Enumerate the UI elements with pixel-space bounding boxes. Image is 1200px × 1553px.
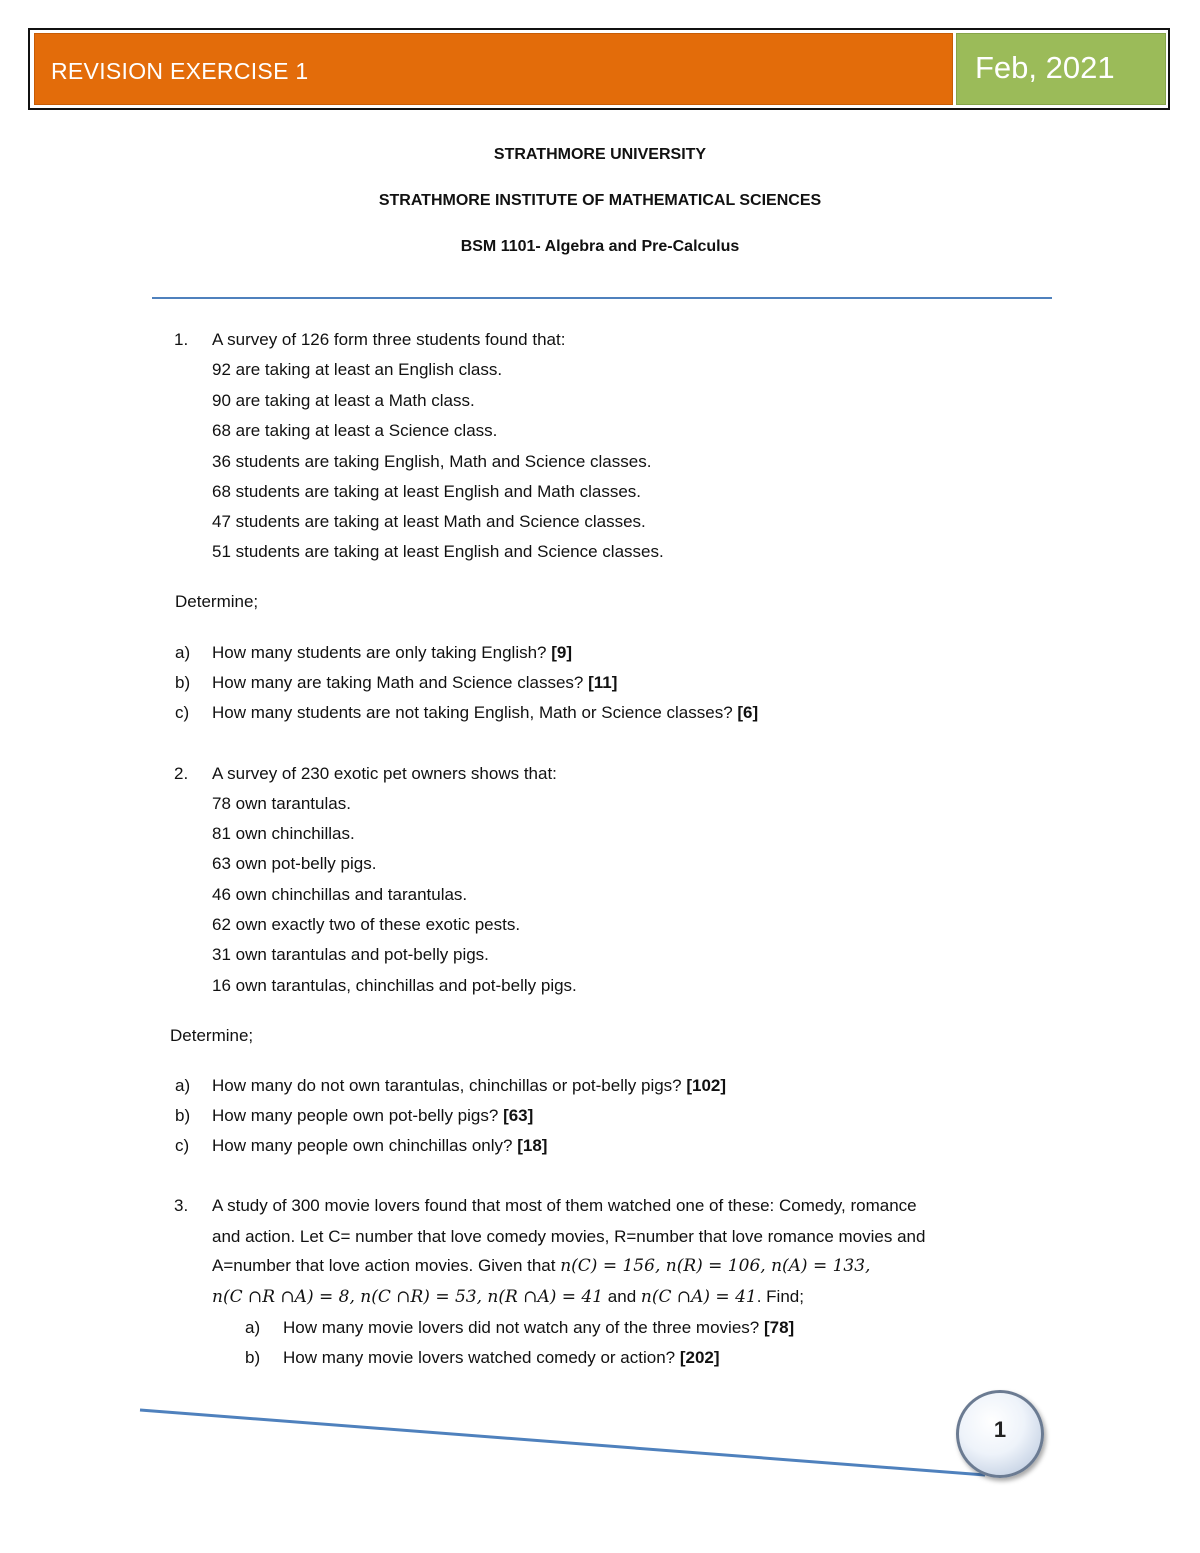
q1-part-c: How many students are not taking English, Math or Science classes? [6] bbox=[212, 703, 759, 722]
q2-fact: 46 own chinchillas and tarantulas. bbox=[212, 885, 468, 904]
q3-part-a: How many movie lovers did not watch any of the three movies? [78] bbox=[283, 1318, 795, 1337]
q3-part-label: a) bbox=[245, 1318, 261, 1337]
q2-determine: Determine; bbox=[170, 1026, 254, 1045]
header-date: Feb, 2021 bbox=[975, 50, 1115, 85]
q2-intro: A survey of 230 exotic pet owners shows that: bbox=[212, 764, 557, 783]
q3-given-math: n(C) = 156, n(R) = 106, n(A) = 133, bbox=[560, 1256, 871, 1276]
q1-intro: A survey of 126 form three students found that: bbox=[212, 330, 566, 349]
q3-number: 3. bbox=[174, 1196, 189, 1215]
q1-determine: Determine; bbox=[175, 592, 259, 611]
header-title-box bbox=[34, 33, 953, 105]
q2-part-a: How many do not own tarantulas, chinchillas or pot-belly pigs? [102] bbox=[212, 1076, 727, 1095]
answer: [202] bbox=[679, 1348, 720, 1367]
q2-fact: 63 own pot-belly pigs. bbox=[212, 854, 377, 873]
q1-part-label: c) bbox=[175, 703, 190, 722]
q1-number: 1. bbox=[174, 330, 189, 349]
q2-number: 2. bbox=[174, 764, 189, 783]
answer: [9] bbox=[551, 643, 573, 662]
q1-fact: 68 are taking at least a Science class. bbox=[212, 421, 498, 440]
q1-fact: 47 students are taking at least Math and Science classes. bbox=[212, 512, 646, 531]
q1-fact: 92 are taking at least an English class. bbox=[212, 360, 503, 379]
q3-part-label: b) bbox=[245, 1348, 261, 1367]
q1-fact: 68 students are taking at least English and Math classes. bbox=[212, 482, 642, 501]
university-heading: STRATHMORE UNIVERSITY bbox=[493, 146, 707, 163]
q3-given-math: n(C ∩A) = 41 bbox=[640, 1287, 757, 1307]
q2-part-label: b) bbox=[175, 1106, 191, 1125]
q2-fact: 16 own tarantulas, chinchillas and pot-belly pigs. bbox=[212, 976, 577, 995]
answer: [102] bbox=[686, 1076, 727, 1095]
q3-line: and action. Let C= number that love comedy movies, R=number that love romance movies and bbox=[212, 1227, 926, 1246]
q2-fact: 78 own tarantulas. bbox=[212, 794, 351, 813]
q3-line: A=number that love action movies. Given that n(C) = 156, n(R) = 106, n(A) = 133, bbox=[212, 1256, 871, 1276]
q1-part-label: a) bbox=[175, 643, 191, 662]
q1-fact: 36 students are taking English, Math and Science classes. bbox=[212, 452, 652, 471]
page-number: 1 bbox=[993, 1417, 1007, 1442]
header-title: REVISION EXERCISE 1 bbox=[51, 58, 309, 84]
q3-part-b: How many movie lovers watched comedy or action? [202] bbox=[283, 1348, 720, 1367]
answer: [18] bbox=[517, 1136, 548, 1155]
q1-part-label: b) bbox=[175, 673, 191, 692]
q2-part-label: c) bbox=[175, 1136, 190, 1155]
header-date-box bbox=[956, 33, 1166, 105]
header-separator bbox=[152, 297, 1052, 299]
q2-part-b: How many people own pot-belly pigs? [63] bbox=[212, 1106, 534, 1125]
q2-part-c: How many people own chinchillas only? [18] bbox=[212, 1136, 548, 1155]
q2-fact: 31 own tarantulas and pot-belly pigs. bbox=[212, 945, 489, 964]
answer: [63] bbox=[503, 1106, 534, 1125]
q1-fact: 51 students are taking at least English and Science classes. bbox=[212, 542, 664, 561]
q1-fact: 90 are taking at least a Math class. bbox=[212, 391, 475, 410]
answer: [78] bbox=[763, 1318, 795, 1337]
course-heading: BSM 1101- Algebra and Pre-Calculus bbox=[460, 238, 740, 255]
q2-fact: 62 own exactly two of these exotic pests. bbox=[212, 915, 521, 934]
q3-line: A study of 300 movie lovers found that most of them watched one of these: Comedy, romance bbox=[212, 1196, 917, 1215]
q1-part-b: How many are taking Math and Science classes? [11] bbox=[212, 673, 618, 692]
answer: [6] bbox=[737, 703, 759, 722]
q2-fact: 81 own chinchillas. bbox=[212, 824, 355, 843]
q2-part-label: a) bbox=[175, 1076, 191, 1095]
q3-line: n(C ∩R ∩A) = 8, n(C ∩R) = 53, n(R ∩A) = 41 and n(C ∩A) = 41. Find; bbox=[212, 1287, 804, 1307]
q3-given-math: n(C ∩R ∩A) = 8, n(C ∩R) = 53, n(R ∩A) = 41 bbox=[212, 1287, 604, 1307]
institute-heading: STRATHMORE INSTITUTE OF MATHEMATICAL SCIENCES bbox=[378, 192, 822, 209]
page-number-badge bbox=[956, 1390, 1044, 1478]
answer: [11] bbox=[588, 673, 618, 692]
q1-part-a: How many students are only taking English? [9] bbox=[212, 643, 573, 662]
